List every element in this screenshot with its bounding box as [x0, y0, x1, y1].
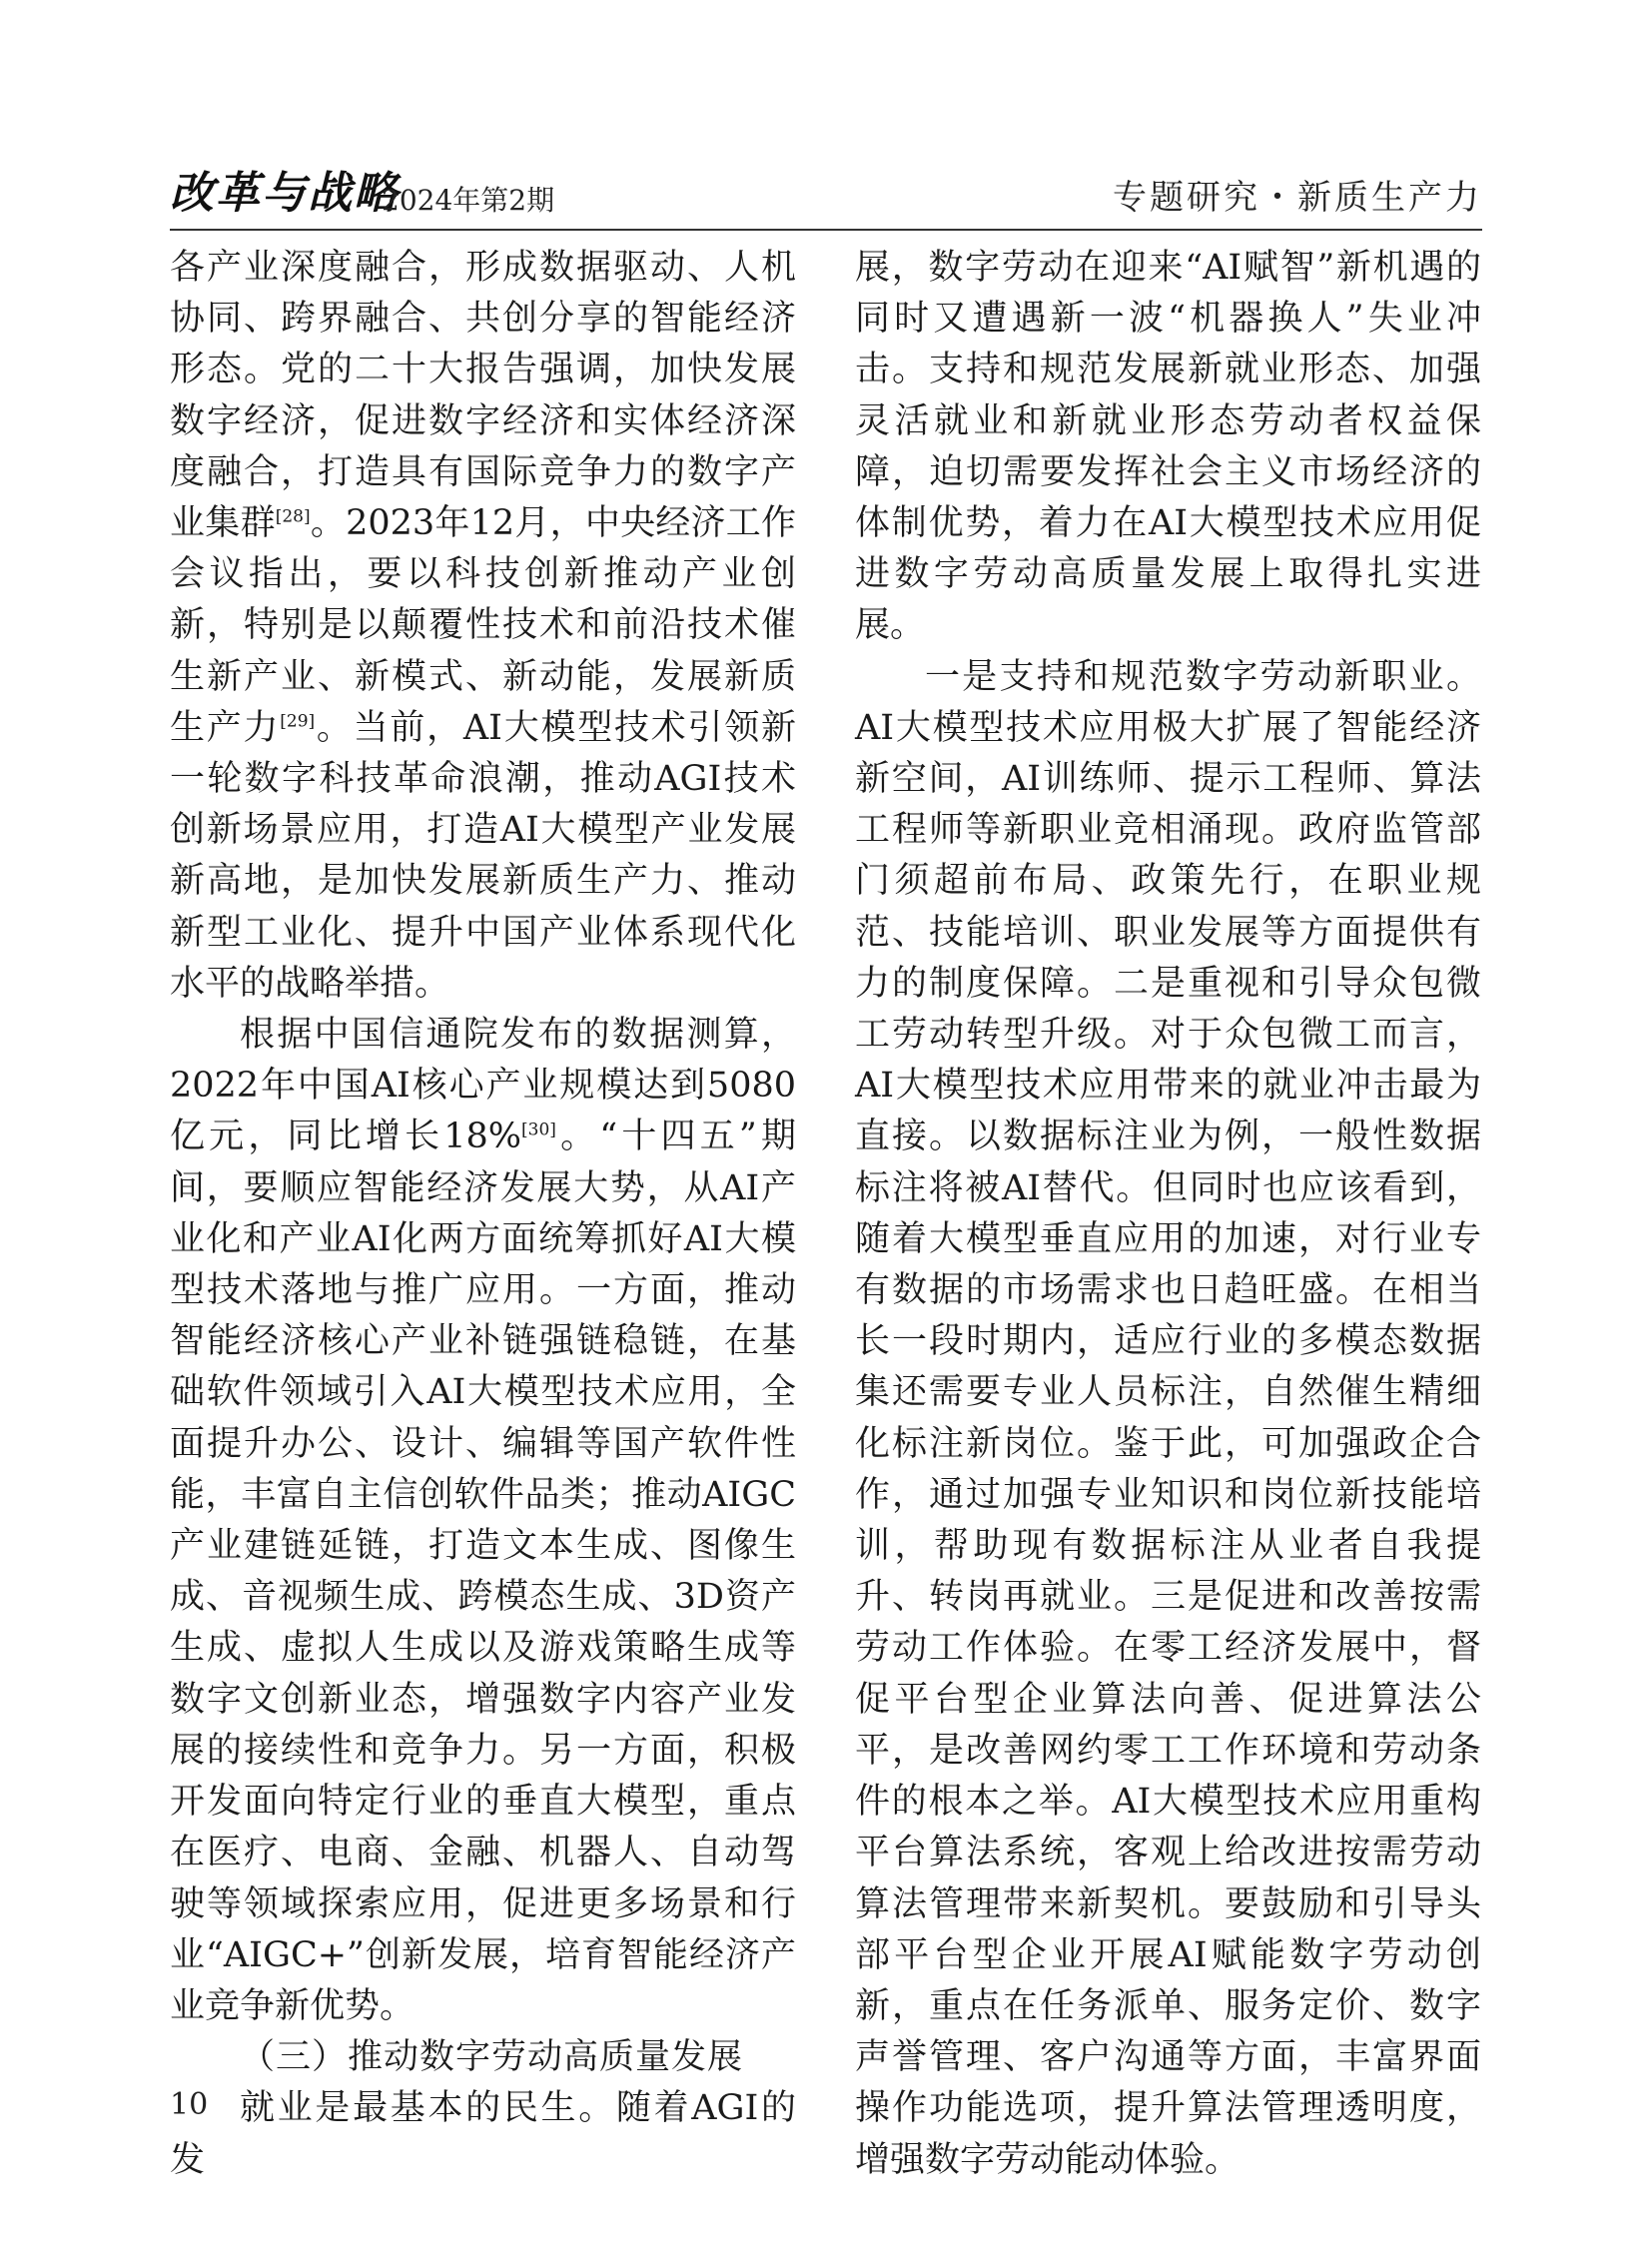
section-label: 专题研究・新质生产力	[1113, 178, 1482, 218]
text-run: 根据中国信通院发布的数据测算，2022年中国AI核心产业规模达到5080亿元，同比增长18%	[170, 1015, 796, 1157]
page-number: 10	[170, 2087, 209, 2122]
paragraph	[170, 243, 796, 1010]
paragraph: 一是支持和规范数字劳动新职业。AI大模型技术应用极大扩展了智能经济新空间，AI训练师、提示工程师、算法工程师等新职业竞相涌现。政府监管部门须超前布局、政策先行，在职业规范、技能培训、职业发展等方面提供有力的制度保障。二是重视和引导众包微工劳动转型升级。对于众包微工而言，AI大模型技术应用带来的就业冲击最为直接。以数据标注业为例，一般性数据标注将被AI替代。但同时也应该看到，随着大模型垂直应用的加速，对行业专有数据的市场需求也日趋旺盛。在相当长一段时期内，适应行业的多模态数据集还需要专业人员标注，自然催生精细化标注新岗位。鉴于此，可加强政企合作，通过加强专业知识和岗位新技能培训，帮助现有数据标注从业者自我提升、转岗再就业。三是促进和改善按需劳动工作体验。在零工经济发展中，督促平台型企业算法向善、促进算法公平，是改善网约零工工作环境和劳动条件的根本之举。AI大模型技术应用重构平台算法系统，客观上给改进按需劳动算法管理带来新契机。要鼓励和引导头部平台型企业开展AI赋能数字劳动创新，重点在任务派单、服务定价、数字声誉管理、客户沟通等方面，丰富界面操作功能选项，提升算法管理透明度，增强数字劳动能动体验。	[855, 656, 1481, 2180]
journal-masthead-logo: 改革与战略	[170, 168, 400, 219]
text-run: 各产业深度融合，形成数据驱动、人机协同、跨界融合、共创分享的智能经济形态。党的二十大报告强调，加快发展数字经济，促进数字经济和实体经济深度融合，打造具有国际竞争力的数字产业集群	[170, 248, 796, 544]
text-run: 。当前，AI大模型技术引领新一轮数字科技革命浪潮，推动AGI技术创新场景应用，打造AI大模型产业发展新高地，是加快发展新质生产力、推动新型工业化、提升中国产业体系现代化水平的战略举措。	[170, 707, 796, 1004]
right-column	[855, 243, 1481, 2186]
page-header	[170, 165, 1482, 227]
text-run: 。2023年12月，中央经济工作会议指出，要以科技创新推动产业创新，特别是以颠覆性技术和前沿技术催生新产业、新模式、新动能，发展新质生产力	[170, 503, 796, 748]
citation-ref: [30]	[521, 1120, 556, 1140]
citation-ref: [28]	[275, 506, 311, 527]
left-column	[170, 243, 796, 2186]
section-heading: （三）推动数字劳动高质量发展	[240, 2037, 744, 2078]
issue-label: 2024年第2期	[382, 184, 555, 217]
citation-ref: [29]	[280, 711, 316, 732]
header-rule	[170, 229, 1482, 231]
paragraph	[170, 1010, 796, 2032]
paragraph: 展，数字劳动在迎来“AI赋智”新机遇的同时又遭遇新一波“机器换人”失业冲击。支持和规范发展新就业形态、加强灵活就业和新就业形态劳动者权益保障，迫切需要发挥社会主义市场经济的体制优势，着力在AI大模型技术应用促进数字劳动高质量发展上取得扎实进展。	[855, 248, 1481, 646]
text-run: 。“十四五”期间，要顺应智能经济发展大势，从AI产业化和产业AI化两方面统筹抓好AI大模型技术落地与推广应用。一方面，推动智能经济核心产业补链强链稳链，在基础软件领域引入AI大模型技术应用，全面提升办公、设计、编辑等国产软件性能，丰富自主信创软件品类；推动AIGC产业建链延链，打造文本生成、图像生成、音视频生成、跨模态生成、3D资产生成、虚拟人生成以及游戏策略生成等数字文创新业态，增强数字内容产业发展的接续性和竞争力。另一方面，积极开发面向特定行业的垂直大模型，重点在医疗、电商、金融、机器人、自动驾驶等领域探索应用，促进更多场景和行业“AIGC+”创新发展，培育智能经济产业竞争新优势。	[170, 1117, 796, 2026]
paragraph: 就业是最基本的民生。随着AGI的发	[170, 2088, 796, 2180]
